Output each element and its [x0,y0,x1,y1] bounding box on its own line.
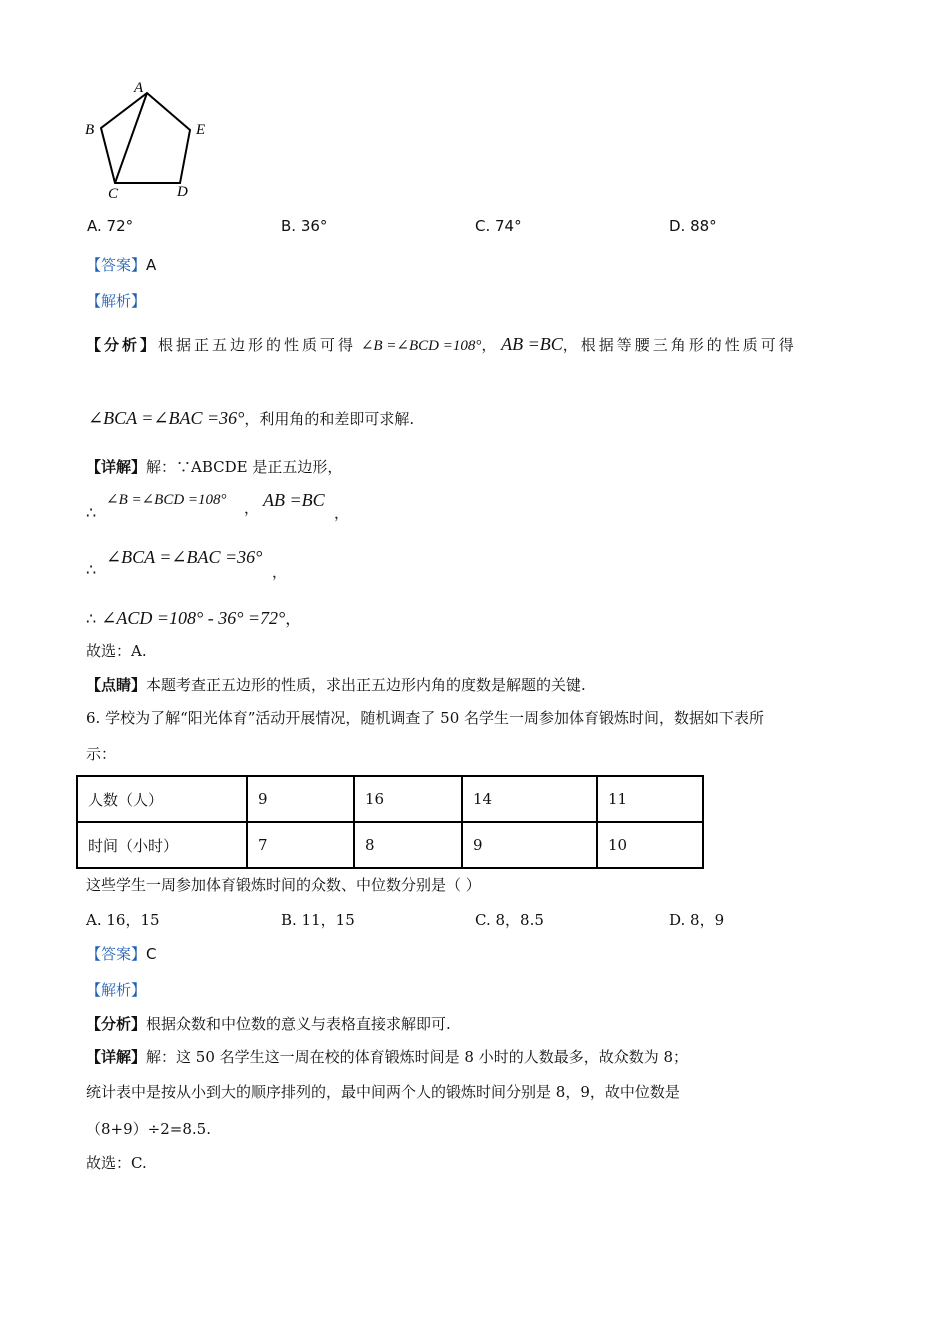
q5-step2-therefore: ∴ [86,560,97,579]
q5-step1 [86,503,96,522]
q5-option-c: C. 74° [475,217,522,235]
q5-option-b: B. 36° [281,217,328,235]
table-cell: 14 [462,776,597,822]
pentagon-figure [80,78,220,203]
comma: ， [244,499,260,517]
therefore-symbol: ∴ [86,503,97,522]
q5-detail-line [86,456,342,477]
q5-fenxi-text1: 根据正五边形的性质可得 [158,336,357,354]
q5-fenxi-math2: AB =BC [501,334,563,354]
q6-option-a: A. 16，15 [86,911,160,929]
diagonal-ac [115,93,147,183]
q5-answer-value: A [146,256,157,274]
q5-answer-tag: 【答案】 [86,256,147,274]
q5-fenxi-math1: ∠B =∠BCD =108° [360,338,482,354]
pentagon-outline [101,93,190,183]
vertex-label-c: C [108,186,119,202]
q6-stem-line2: 示： [86,745,117,763]
q5-fenxi-line2 [88,408,414,429]
q5-step1-math-b: AB =BC [263,490,325,510]
table-cell: 8 [354,822,462,868]
q5-detail-text: 解：∵ABCDE 是正五边形， [146,458,343,476]
q5-dianjing-line [86,674,586,695]
q5-step3-math: ∠ACD =108° - 36° =72° [101,608,286,628]
q5-option-a: A. 72° [87,217,134,235]
table-cell: 9 [247,776,354,822]
q6-stem-line1: 6. 学校为了解“阳光体育”活动开展情况，随机调查了 50 名学生一周参加体育锻炼时间，数据如下表所 [86,709,765,727]
q5-step1-math-a: ∠B =∠BCD =108° [106,492,227,508]
q6-fenxi-line [86,1013,451,1034]
table-row [77,822,703,868]
q6-data-table [76,775,704,869]
q5-dianjing-tag: 【点睛】 [86,676,147,694]
q6-answer-tag: 【答案】 [86,945,147,963]
q6-option-d: D. 8，9 [669,911,725,929]
q6-analysis-tag: 【解析】 [86,981,147,999]
q5-fenxi-line1: 【分析】根据正五边形的性质可得 ∠B =∠BCD =108°， AB =BC，根据等腰三角形的性质可得 [86,334,797,354]
q5-fenxi-text2: ，根据等腰三角形的性质可得 [562,336,797,354]
q6-detail-tag: 【详解】 [86,1048,147,1066]
table-cell: 10 [597,822,703,868]
comma: ， [272,563,288,581]
q6-detail-line3: （8+9）÷2=8.5. [86,1120,211,1138]
comma: ， [334,504,350,522]
table-cell: 11 [597,776,703,822]
q5-fenxi-math3: ∠BCA =∠BAC =36° [88,408,245,428]
q5-step3: ∴ ∠ACD =108° - 36° =72°， [86,608,302,628]
vertex-label-b: B [85,122,95,138]
q6-question: 这些学生一周参加体育锻炼时间的众数、中位数分别是（ ） [86,876,481,894]
therefore-symbol: ∴ [86,609,97,628]
table-cell: 9 [462,822,597,868]
q6-fenxi-tag: 【分析】 [86,1015,147,1033]
q6-answer-value: C [146,945,157,963]
table-row [77,776,703,822]
q5-dianjing-text: 本题考查正五边形的性质，求出正五边形内角的度数是解题的关键. [146,676,586,694]
q5-choose: 故选：A. [86,642,147,660]
table-cell: 16 [354,776,462,822]
q5-step2-math: ∠BCA =∠BAC =36° [106,547,263,567]
q6-detail-line1 [86,1046,688,1067]
q6-choose: 故选：C. [86,1154,147,1172]
q5-option-d: D. 88° [669,217,717,235]
table-cell: 人数（人） [77,776,247,822]
q6-fenxi-text: 根据众数和中位数的意义与表格直接求解即可. [146,1015,451,1033]
q5-fenxi-text3: ，利用角的和差即可求解. [244,410,415,428]
q5-analysis-tag: 【解析】 [86,292,147,310]
q5-detail-tag: 【详解】 [86,458,147,476]
vertex-label-e: E [196,122,206,138]
vertex-label-a: A [134,80,144,96]
vertex-label-d: D [177,184,188,200]
q6-answer-line [86,943,157,964]
q5-fenxi-tag: 【分析】 [86,336,159,354]
q6-detail-text1: 解：这 50 名学生这一周在校的体育锻炼时间是 8 小时的人数最多，故众数为 8； [146,1048,689,1066]
q6-option-b: B. 11，15 [281,911,355,929]
q5-answer-line [86,254,156,275]
table-cell: 时间（小时） [77,822,247,868]
table-cell: 7 [247,822,354,868]
q6-option-c: C. 8，8.5 [475,911,544,929]
q6-detail-line2: 统计表中是按从小到大的顺序排列的，最中间两个人的锻炼时间分别是 8，9，故中位数是 [86,1083,680,1101]
